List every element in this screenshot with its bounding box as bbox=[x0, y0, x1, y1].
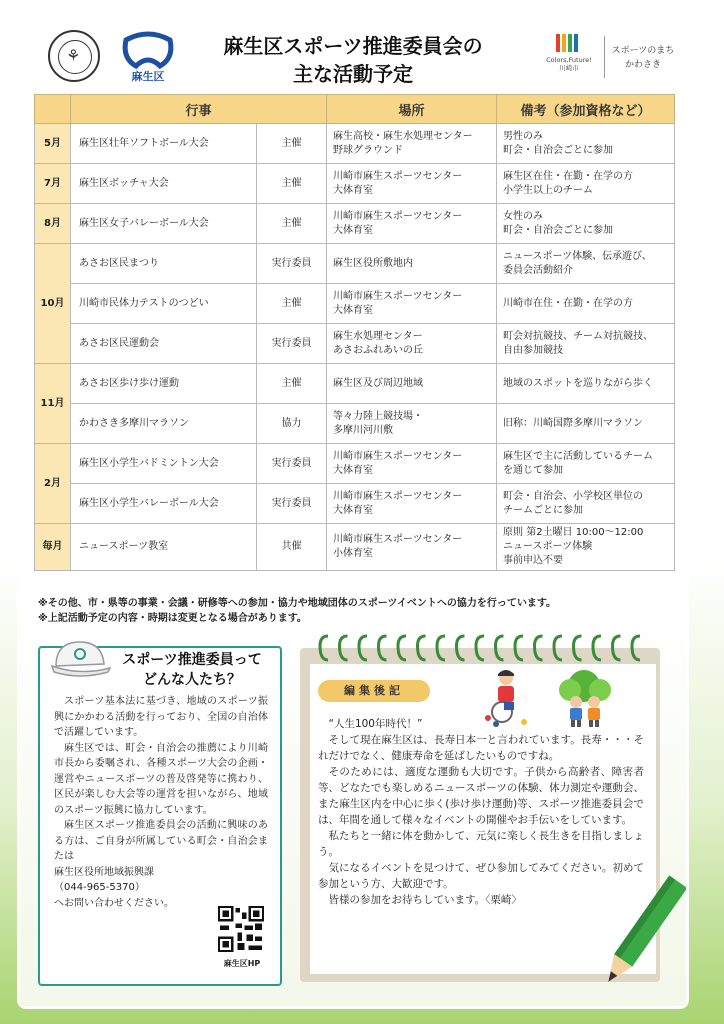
place-line: 川崎市麻生スポーツセンター bbox=[333, 534, 463, 545]
header-month bbox=[35, 95, 71, 124]
notebook-ring bbox=[476, 636, 484, 660]
header-divider bbox=[604, 36, 605, 78]
place-line: 麻生高校・麻生水処理センター bbox=[333, 130, 473, 142]
place-line: 麻生区役所敷地内 bbox=[333, 257, 414, 269]
note-cell bbox=[497, 164, 675, 204]
who-contact-closing: へお問い合わせください。 bbox=[54, 897, 174, 909]
note-line: 委員会活動紹介 bbox=[503, 264, 574, 276]
pencil-icon bbox=[596, 870, 686, 1000]
notebook-ring bbox=[359, 636, 367, 660]
note-line: 町会対抗競技、チーム対抗競技、 bbox=[503, 330, 654, 342]
note-cell bbox=[497, 244, 675, 284]
table-row bbox=[35, 484, 675, 524]
notebook-ring bbox=[535, 636, 543, 660]
event-cell: かわさき多摩川マラソン bbox=[71, 404, 257, 444]
city-logo-line-2: 川崎市 bbox=[559, 64, 579, 72]
place-line: 川崎市麻生スポーツセンター bbox=[333, 490, 463, 502]
place-line: 麻生水処理センター bbox=[333, 330, 423, 342]
notebook-paragraph-1: そして現在麻生区は、長寿日本一と言われています。長寿・・・それだけでなく、健康寿命を延ばしたいものですね。 bbox=[318, 734, 644, 762]
month-cell: 11月 bbox=[35, 364, 71, 444]
note-line: を通じて参加 bbox=[503, 464, 564, 476]
role-cell: 実行委員 bbox=[257, 324, 327, 364]
note-line: 原則 第2土曜日 10:00～12:00 bbox=[503, 527, 644, 538]
note-cell bbox=[497, 484, 675, 524]
place-line: 麻生区及び周辺地域 bbox=[333, 377, 424, 389]
table-row bbox=[35, 244, 675, 284]
notebook-ring bbox=[515, 636, 523, 660]
title-line-2: 主な活動予定 bbox=[293, 62, 413, 86]
event-cell: 麻生区壮年ソフトボール大会 bbox=[71, 124, 257, 164]
table-row bbox=[35, 444, 675, 484]
who-contact-phone: （044-965-5370） bbox=[54, 882, 145, 893]
who-paragraph-3: 麻生区スポーツ推進委員会の活動に興味のある方は、ご自身が所属している町会・自治会または bbox=[54, 820, 268, 862]
notebook-ring bbox=[593, 636, 601, 660]
table-header-row bbox=[35, 95, 675, 124]
notebook-ring bbox=[632, 636, 640, 660]
note-line: 町会・自治会ごとに参加 bbox=[503, 224, 614, 236]
notebook-ring bbox=[437, 636, 445, 660]
note-line: ニュースポーツ体験 bbox=[503, 541, 593, 552]
note-line: 麻生区在住・在勤・在学の方 bbox=[503, 170, 634, 182]
place-cell bbox=[327, 404, 497, 444]
table-row bbox=[35, 324, 675, 364]
note-cell bbox=[497, 204, 675, 244]
qr-code-icon[interactable] bbox=[218, 906, 264, 952]
notebook-ring bbox=[574, 636, 582, 660]
place-line: 川崎市麻生スポーツセンター bbox=[333, 450, 463, 462]
place-cell bbox=[327, 324, 497, 364]
table-row bbox=[35, 404, 675, 444]
place-line: 川崎市麻生スポーツセンター bbox=[333, 290, 463, 302]
table-row bbox=[35, 284, 675, 324]
event-cell: あさお区歩け歩け運動 bbox=[71, 364, 257, 404]
who-paragraph-2: 麻生区では、町会・自治会の推薦により川崎市長から委嘱され、各種スポーツ大会の企画・運営やニュースポーツの普及啓発等に携わり、区民が楽しむ大会等の運営を担いながら、地域のスポーツ振興に協力しています。 bbox=[54, 742, 268, 816]
place-line: 川崎市麻生スポーツセンター bbox=[333, 210, 463, 222]
note-line: 町会・自治会ごとに参加 bbox=[503, 144, 614, 156]
event-cell: 麻生区小学生バレーボール大会 bbox=[71, 484, 257, 524]
note-cell bbox=[497, 444, 675, 484]
place-line: 等々力陸上競技場・ bbox=[333, 410, 424, 422]
note-cell bbox=[497, 284, 675, 324]
table-row bbox=[35, 524, 675, 571]
place-line: 大体育室 bbox=[333, 184, 374, 196]
qr-label: 麻生区HP bbox=[223, 959, 261, 968]
role-cell: 実行委員 bbox=[257, 244, 327, 284]
role-cell: 主催 bbox=[257, 364, 327, 404]
who-contact-office: 麻生区役所地域振興課 bbox=[54, 866, 154, 878]
place-line: 小体育室 bbox=[333, 548, 374, 559]
note-cell bbox=[497, 324, 675, 364]
notebook-ring bbox=[398, 636, 406, 660]
month-cell: 10月 bbox=[35, 244, 71, 364]
role-cell: 主催 bbox=[257, 204, 327, 244]
sports-town-line-2: かわさき bbox=[624, 60, 661, 70]
place-line: 多摩川河川敷 bbox=[333, 424, 394, 436]
table-row bbox=[35, 164, 675, 204]
header-place: 場所 bbox=[327, 95, 497, 124]
month-cell: 8月 bbox=[35, 204, 71, 244]
note-2: ※上記活動予定の内容・時期は変更となる場合があります。 bbox=[38, 613, 307, 624]
who-title bbox=[102, 650, 282, 690]
place-line: 大体育室 bbox=[333, 464, 374, 476]
event-cell: あさお区民運動会 bbox=[71, 324, 257, 364]
notebook-ring bbox=[457, 636, 465, 660]
notebook-paragraph-5: 皆様の参加をお待ちしています。〈栗崎〉 bbox=[328, 894, 522, 906]
notebook-ring bbox=[613, 636, 621, 660]
place-cell bbox=[327, 484, 497, 524]
role-cell: 実行委員 bbox=[257, 484, 327, 524]
who-title-line-1: スポーツ推進委員って bbox=[122, 652, 262, 668]
note-cell bbox=[497, 124, 675, 164]
event-cell: 麻生区ボッチャ大会 bbox=[71, 164, 257, 204]
notebook-paragraph-4: 気になるイベントを見つけて、ぜひ参加してみてください。初めて参加という方、大歓迎です。 bbox=[318, 862, 644, 890]
notebook-paragraph-3: 私たちと一緒に体を動かして、元気に楽しく長生きを目指しましょう。 bbox=[318, 830, 644, 858]
role-cell: 実行委員 bbox=[257, 444, 327, 484]
month-cell: 7月 bbox=[35, 164, 71, 204]
page-title bbox=[188, 32, 518, 88]
note-line: 小学生以上のチーム bbox=[503, 184, 594, 196]
notebook-ring bbox=[496, 636, 504, 660]
notebook-paragraph-2: そのためには、適度な運動も大切です。子供から高齢者、障害者等、どなたでも楽しめるニュースポーツの体験、体力測定や運動会、また麻生区内を中心に歩く(歩け歩け運動)等、スポーツ推進委員会では、年間を通して様々なイベントの開催やお手伝いをしています。 bbox=[318, 766, 644, 826]
note-line: 男性のみ bbox=[503, 130, 544, 142]
place-cell bbox=[327, 204, 497, 244]
header-event: 行事 bbox=[71, 95, 327, 124]
colors-future-logo-icon bbox=[556, 34, 580, 56]
place-line: 大体育室 bbox=[333, 224, 374, 236]
table-row bbox=[35, 364, 675, 404]
role-cell: 共催 bbox=[257, 524, 327, 571]
note-1: ※その他、市・県等の事業・会議・研修等への参加・協力や地域団体のスポーツイベントへの協力を行っています。 bbox=[38, 598, 557, 609]
month-cell: 毎月 bbox=[35, 524, 71, 571]
note-line: 自由参加競技 bbox=[503, 344, 564, 356]
note-line: 川崎市在住・在勤・在学の方 bbox=[503, 297, 634, 309]
notebook-rings-icon bbox=[312, 630, 652, 666]
note-line: 事前申込不要 bbox=[503, 555, 564, 566]
schedule-table bbox=[34, 94, 675, 571]
sports-town-line-1: スポーツのまち bbox=[611, 46, 675, 56]
role-cell: 主催 bbox=[257, 164, 327, 204]
notebook-quote: “人生100年時代！” bbox=[328, 718, 423, 730]
place-line: 川崎市麻生スポーツセンター bbox=[333, 170, 463, 182]
notebook-ring bbox=[320, 636, 328, 660]
note-line: 麻生区で主に活動しているチーム bbox=[503, 450, 654, 462]
role-cell: 主催 bbox=[257, 124, 327, 164]
role-cell: 主催 bbox=[257, 284, 327, 324]
city-logo-text bbox=[536, 56, 602, 72]
note-cell bbox=[497, 524, 675, 571]
editor-note-label: 編集後記 bbox=[318, 680, 430, 702]
table-row bbox=[35, 204, 675, 244]
notebook-ring bbox=[379, 636, 387, 660]
place-cell bbox=[327, 244, 497, 284]
place-line: 大体育室 bbox=[333, 504, 374, 516]
place-cell bbox=[327, 284, 497, 324]
place-line: あさおふれあいの丘 bbox=[333, 344, 424, 356]
note-line: チームごとに参加 bbox=[503, 504, 584, 516]
month-cell: 5月 bbox=[35, 124, 71, 164]
who-paragraph-1: スポーツ基本法に基づき、地域のスポーツ振興にかかわる活動を行っており、全国の自治体で活躍しています。 bbox=[54, 696, 268, 738]
note-cell bbox=[497, 404, 675, 444]
event-cell: ニュースポーツ教室 bbox=[71, 524, 257, 571]
event-cell: あさお区民まつり bbox=[71, 244, 257, 284]
sports-town-logo bbox=[610, 44, 676, 72]
city-logo-line-1: Colors,Future! bbox=[546, 56, 592, 64]
ward-logo-text: 麻生区 bbox=[131, 70, 165, 83]
notebook-ring bbox=[554, 636, 562, 660]
place-line: 大体育室 bbox=[333, 304, 374, 316]
place-cell bbox=[327, 444, 497, 484]
event-cell: 川崎市民体力テストのつどい bbox=[71, 284, 257, 324]
note-cell bbox=[497, 364, 675, 404]
month-cell: 2月 bbox=[35, 444, 71, 524]
table-row bbox=[35, 124, 675, 164]
place-cell bbox=[327, 364, 497, 404]
schedule-body bbox=[35, 124, 675, 571]
event-cell: 麻生区女子バレーボール大会 bbox=[71, 204, 257, 244]
who-title-line-2: どんな人たち？ bbox=[143, 672, 241, 688]
notebook-ring bbox=[340, 636, 348, 660]
place-cell bbox=[327, 524, 497, 571]
place-cell bbox=[327, 124, 497, 164]
table-notes bbox=[38, 596, 678, 626]
header-notes: 備考（参加資格など） bbox=[497, 95, 675, 124]
role-cell: 協力 bbox=[257, 404, 327, 444]
note-line: ニュースポーツ体験、伝承遊び、 bbox=[503, 250, 652, 262]
note-line: 町会・自治会、小学校区単位の bbox=[503, 490, 644, 502]
committee-seal-icon: ⚘ bbox=[48, 30, 100, 82]
place-cell bbox=[327, 164, 497, 204]
note-line: 地域のスポットを巡りながら歩く bbox=[503, 377, 654, 389]
who-body bbox=[54, 694, 268, 911]
note-line: 女性のみ bbox=[503, 210, 544, 222]
event-cell: 麻生区小学生バドミントン大会 bbox=[71, 444, 257, 484]
title-line-1: 麻生区スポーツ推進委員会の bbox=[223, 34, 483, 58]
notebook-ring bbox=[418, 636, 426, 660]
place-line: 野球グラウンド bbox=[333, 144, 404, 156]
note-line: 旧称：川崎国際多摩川マラソン bbox=[503, 417, 644, 429]
